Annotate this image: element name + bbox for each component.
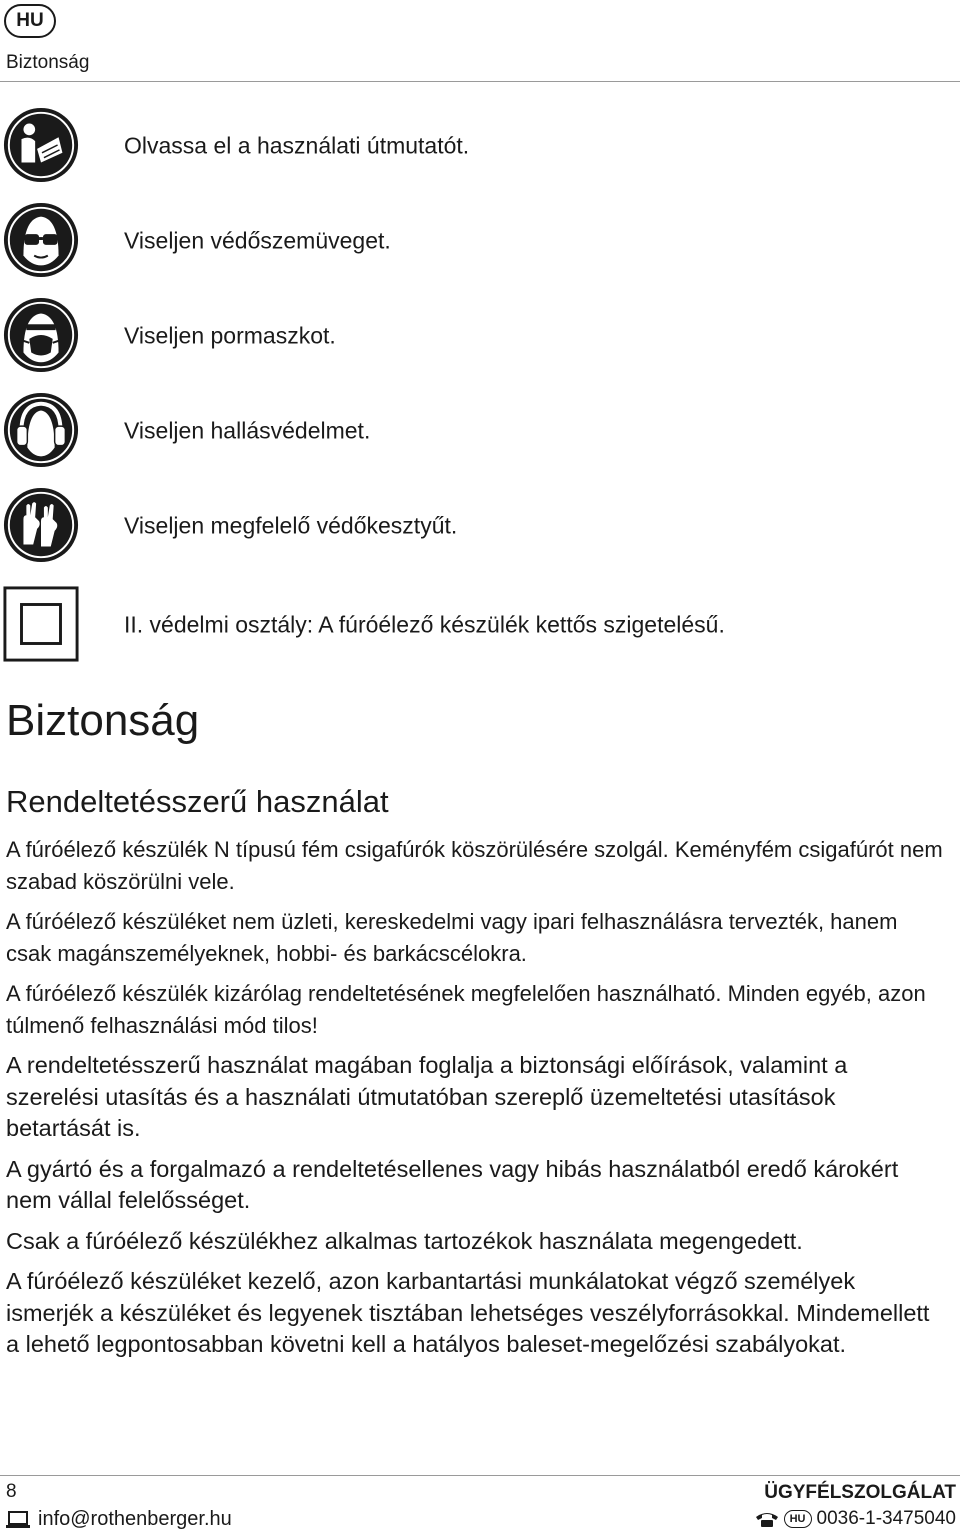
read-manual-icon [2,106,80,184]
header-divider [0,81,960,82]
symbol-text-class-ii: II. védelmi osztály: A fúróélező készülék kettős szigetelésű. [124,611,725,638]
body-text [6,834,946,1370]
safety-goggles-icon [2,201,80,279]
paragraph: A fúróélező készüléket nem üzleti, kereskedelmi vagy ipari felhasználásra tervezték, hanem csak magánszemélyeknek, hobbi- és barkácscélokra. [6,909,898,966]
paragraph: A fúróélező készülék kizárólag rendeltetésének megfelelően használható. Minden egyéb, azon túlmenő felhasználási mód tilos! [6,981,926,1038]
symbol-row-read-manual [0,106,960,186]
paragraph: A fúróélező készülék N típusú fém csigafúrók köszörülésére szolgál. Keményfém csigafúrót nem szabad köszörülni vele. [6,837,943,894]
laptop-icon [6,1511,30,1529]
class-ii-insulation-icon [2,585,80,663]
symbol-row-dust-mask [0,296,960,376]
page-number: 8 [6,1481,17,1502]
symbol-text-dust-mask: Viseljen pormaszkot. [124,322,336,349]
paragraph: Csak a fúróélező készülékhez alkalmas tartozékok használata megengedett. [6,1227,803,1254]
symbol-row-gloves [0,486,960,566]
page-title: Biztonság [6,696,200,745]
symbol-row-goggles [0,201,960,281]
footer-email[interactable]: info@rothenberger.hu [38,1508,232,1530]
symbol-text-ear-protection: Viseljen hallásvédelmet. [124,417,371,444]
customer-service-phone-row [755,1508,956,1530]
dust-mask-icon [2,296,80,374]
footer-email-row [6,1508,232,1531]
header-section-title: Biztonság [6,52,90,73]
customer-service-label: ÜGYFÉLSZOLGÁLAT [764,1482,956,1503]
section-subtitle: Rendeltetésszerű használat [6,784,389,819]
protective-gloves-icon [2,486,80,564]
ear-protection-icon [2,391,80,469]
symbol-text-goggles: Viseljen védőszemüveget. [124,227,391,254]
symbol-text-gloves: Viseljen megfelelő védőkesztyűt. [124,512,458,539]
phone-country-badge: HU [784,1510,812,1528]
customer-service-phone[interactable]: 0036-1-3475040 [816,1508,956,1529]
language-badge: HU [4,4,56,38]
paragraph: A rendeltetésszerű használat magában foglalja a biztonsági előírások, valamint a szerelési utasítás és a használati útmutatóban szereplő üzemeltetési utasítások betartását is. [6,1052,848,1141]
symbol-text-read-manual: Olvassa el a használati útmutatót. [124,132,470,159]
paragraph: A gyártó és a forgalmazó a rendeltetésellenes vagy hibás használatból eredő károkért nem vállal felelősséget. [6,1155,899,1213]
symbol-row-ear-protection [0,391,960,471]
footer-divider [0,1475,960,1476]
telephone-icon [755,1510,779,1528]
paragraph: A fúróélező készüléket kezelő, azon karbantartási munkálatokat végző személyek ismerjék a készüléket és legyenek tisztában lehetséges veszélyforrásokkal. Mindemellett a lehető legpontosabban követni kell a hatályos baleset-megelőzési szabályokat. [6,1268,930,1357]
symbol-row-class-ii [0,585,960,665]
